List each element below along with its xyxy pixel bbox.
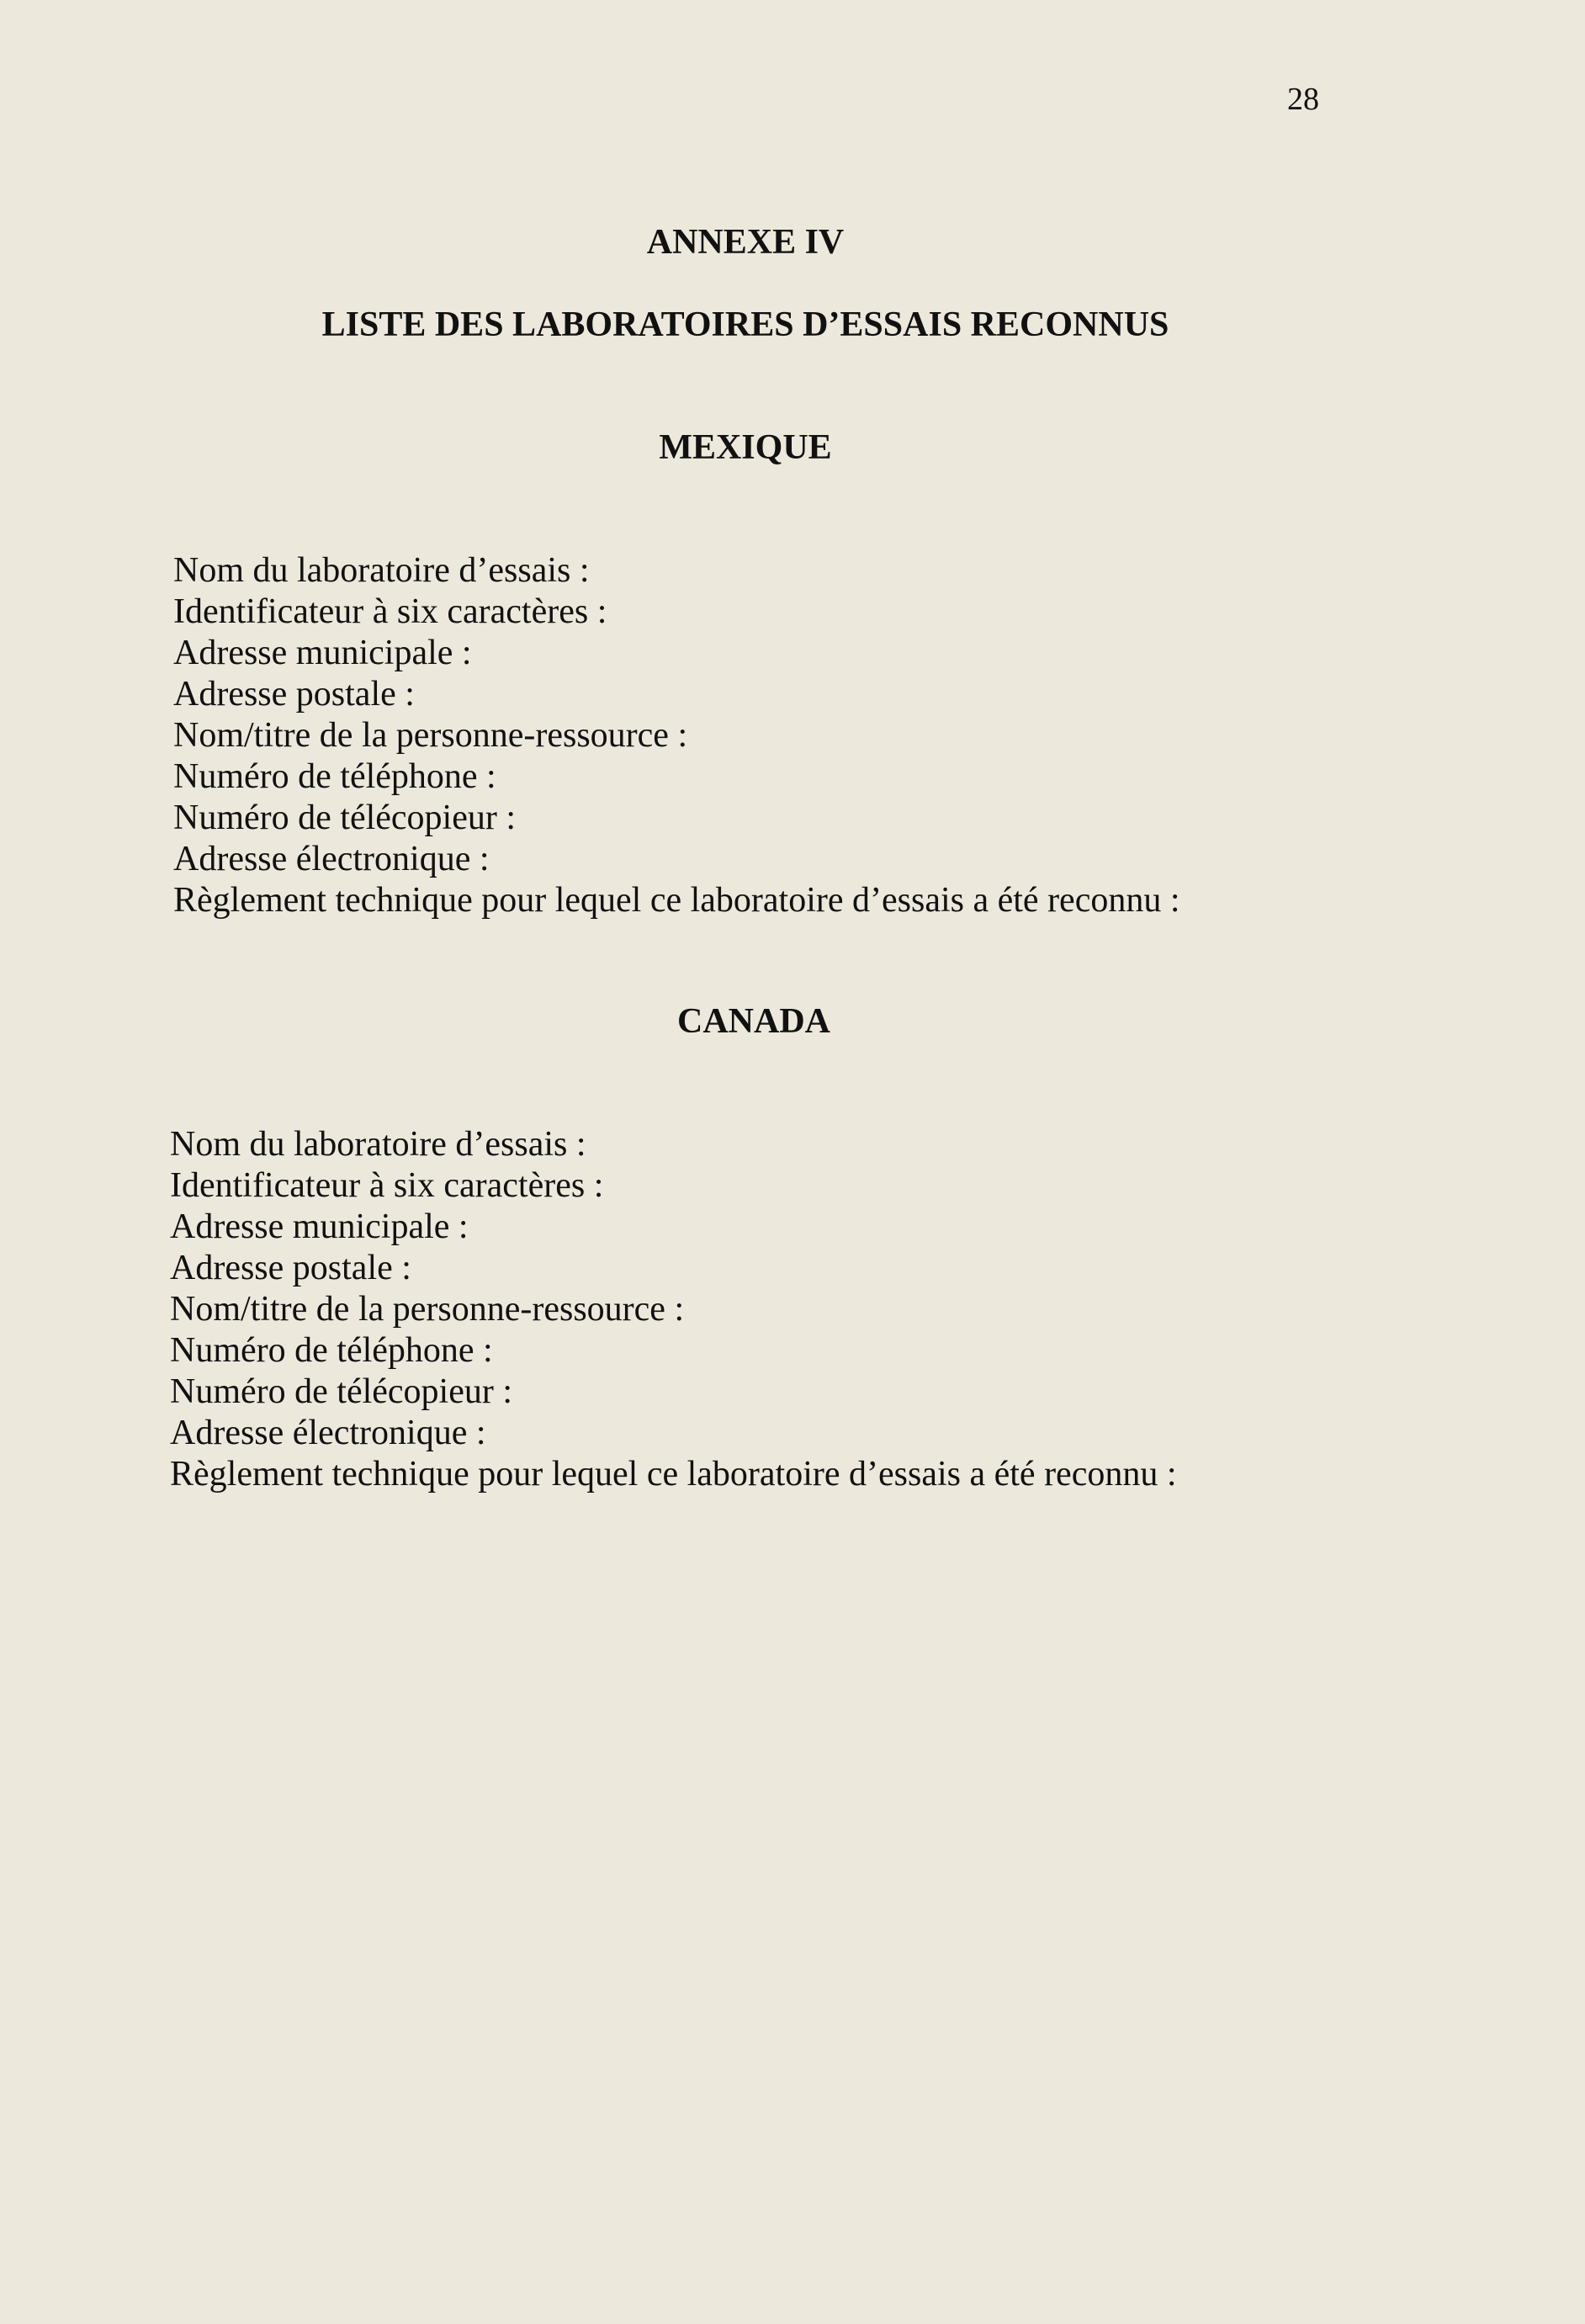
field-label: Identificateur à six caractères :: [170, 1166, 604, 1205]
section-heading-mexique: MEXIQUE: [659, 428, 832, 467]
field-label: Règlement technique pour lequel ce laboratoire d’essais a été reconnu :: [173, 881, 1180, 920]
field-label: Adresse municipale :: [170, 1207, 469, 1246]
field-label: Nom du laboratoire d’essais :: [170, 1125, 586, 1164]
field-label: Nom/titre de la personne-ressource :: [173, 716, 688, 755]
field-label: Numéro de télécopieur :: [173, 799, 516, 837]
field-label: Adresse municipale :: [173, 634, 472, 672]
field-label: Nom/titre de la personne-ressource :: [170, 1290, 685, 1329]
annex-title: ANNEXE IV: [646, 223, 845, 262]
field-label: Numéro de télécopieur :: [170, 1372, 512, 1411]
field-label: Identificateur à six caractères :: [173, 592, 607, 631]
section-heading-canada: CANADA: [677, 1002, 830, 1041]
page-number: 28: [1287, 82, 1319, 117]
field-label: Nom du laboratoire d’essais :: [173, 551, 590, 590]
annex-subtitle: LISTE DES LABORATOIRES D’ESSAIS RECONNUS: [321, 305, 1169, 344]
field-label: Numéro de téléphone :: [173, 757, 496, 796]
field-label: Règlement technique pour lequel ce laboratoire d’essais a été reconnu :: [170, 1455, 1177, 1494]
field-label: Numéro de téléphone :: [170, 1331, 493, 1370]
field-list-canada: [170, 1124, 1177, 1495]
field-list-mexique: [173, 550, 1180, 921]
field-label: Adresse postale :: [170, 1249, 411, 1287]
field-label: Adresse postale :: [173, 675, 415, 714]
field-label: Adresse électronique :: [170, 1414, 486, 1452]
field-label: Adresse électronique :: [173, 840, 490, 878]
